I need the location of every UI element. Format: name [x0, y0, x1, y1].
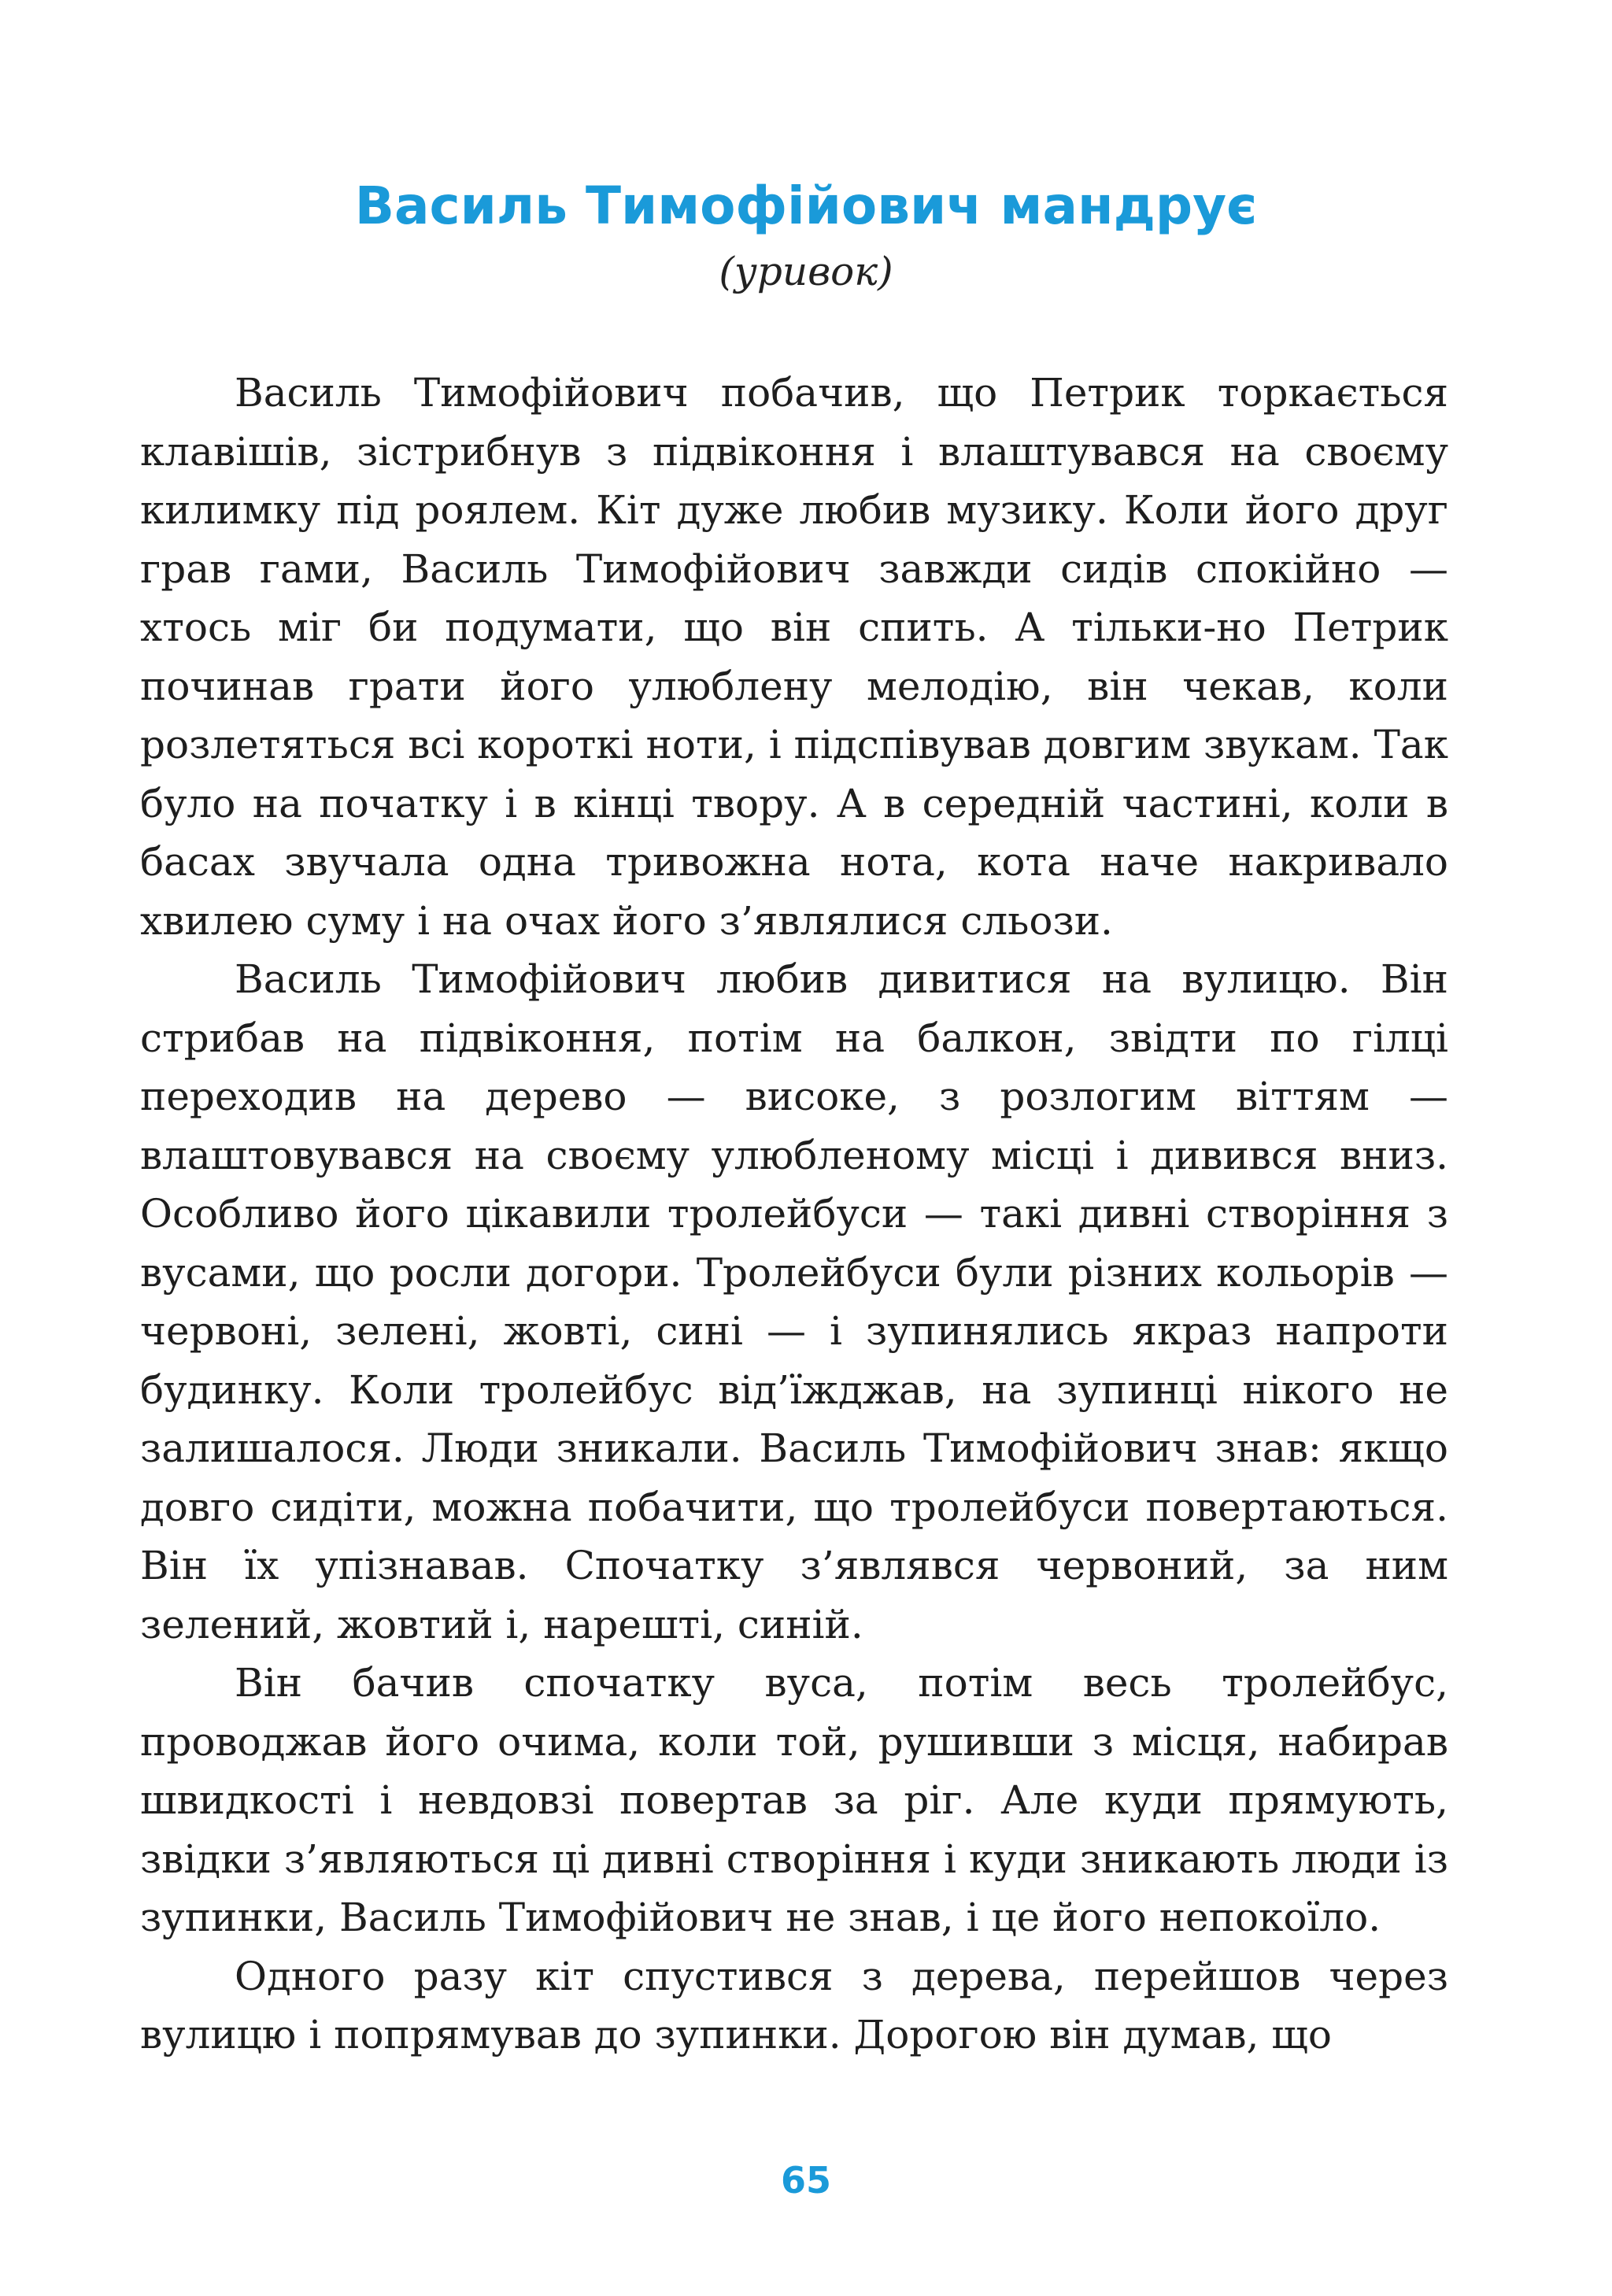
paragraph-1: Василь Тимофійович побачив, що Петрик торкається клавішів, зістрибнув з підвіконня і влаштувався на своєму килимку під роялем. Кіт дуже любив музику. Коли його друг грав гами, Василь Тимофійович завжди сидів спокійно — хтось міг би подумати, що він спить. А тільки-но Петрик починав грати його улюблену мелодію, він чекав, коли розлетяться всі короткі ноти, і підспівував довгим звукам. Так було на початку і в кінці твору. А в середній частині, коли в басах звучала одна тривожна нота, кота наче накривало хвилею суму і на очах його з’являлися сльози.	[140, 370, 1448, 944]
story-text	[140, 364, 1448, 2065]
paragraph-2: Василь Тимофійович любив дивитися на вулицю. Він стрибав на підвіконня, потім на балкон, звідти по гілці переходив на дерево — високе, з розлогим віттям — влаштовувався на своєму улюбленому місці і дивився вниз. Особливо його цікавили тролейбуси — такі дивні створіння з вусами, що росли догори. Тролейбуси були різних кольорів — червоні, зелені, жовті, сині — і зупинялись якраз напроти будинку. Коли тролейбус від’їжджав, на зупинці нікого не залишалося. Люди зникали. Василь Тимофійович знав: якщо довго сидіти, можна побачити, що тролейбуси повертаються. Він їх упізнавав. Спочатку з’являвся червоний, за ним зелений, жовтий і, нарешті, синій.	[140, 956, 1448, 1647]
paragraph-3: Він бачив спочатку вуса, потім весь тролейбус, проводжав його очима, коли той, рушивши з місця, набирав швидкості і невдовзі повертав за ріг. Але куди прямують, звідки з’являються ці дивні створіння і куди зникають люди із зупинки, Василь Тимофійович не знав, і це його непокоїло.	[140, 1660, 1448, 1940]
page-number: 65	[780, 2159, 831, 2202]
page-subtitle: (уривок)	[719, 249, 893, 294]
page-title: Василь Тимофійович мандрує	[354, 176, 1258, 236]
paragraph-4: Одного разу кіт спустився з дерева, перейшов через вулицю і попрямував до зупинки. Дорогою він думав, що	[140, 1953, 1448, 2058]
